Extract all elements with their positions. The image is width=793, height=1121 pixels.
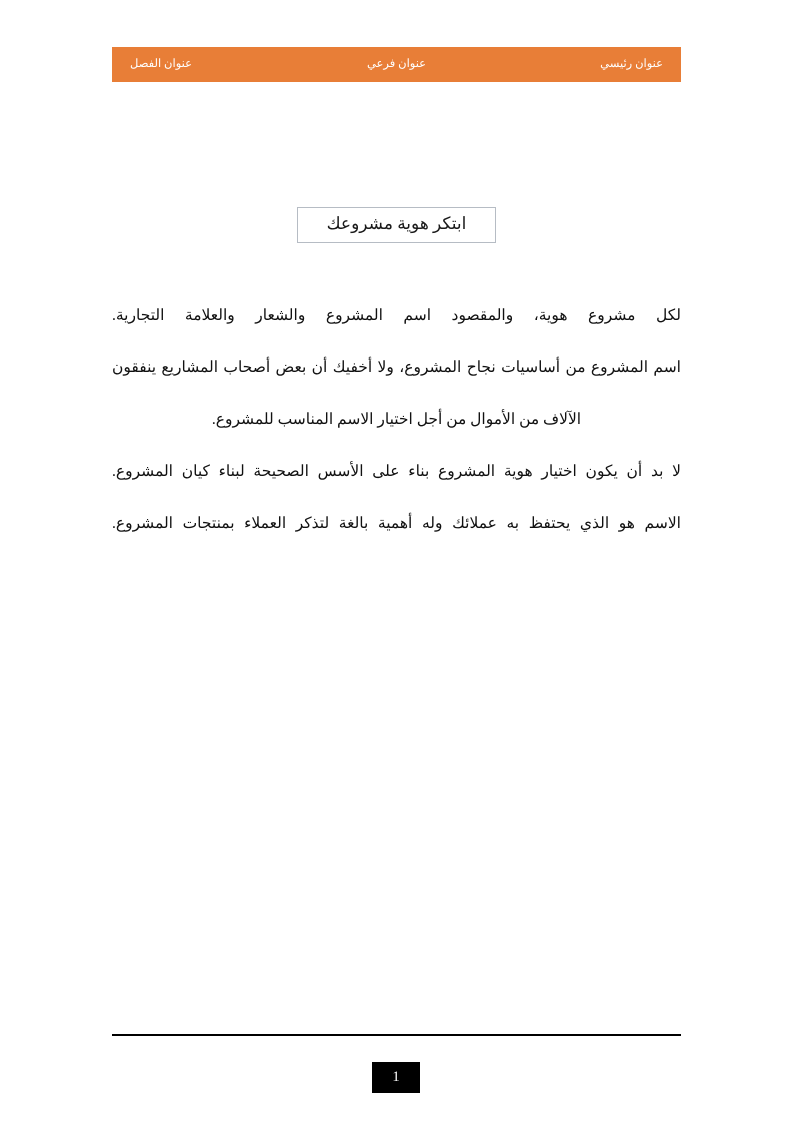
header-sub-title: عنوان فرعي (366, 57, 427, 70)
section-heading-box (297, 207, 496, 243)
body-paragraph: لا بد أن يكون اختيار هوية المشروع بناء على الأسس الصحيحة لبناء كيان المشروع. (112, 463, 681, 480)
header-main-title: عنوان رئيسي (600, 57, 663, 70)
section-heading-text: ابتكر هوية مشروعك (326, 214, 467, 233)
header-chapter-title: عنوان الفصل (129, 57, 192, 70)
page-header-band (112, 47, 681, 82)
page-number-badge (372, 1062, 420, 1093)
body-paragraph: لكل مشروع هوية، والمقصود اسم المشروع والشعار والعلامة التجارية. (112, 307, 681, 324)
footer-divider (112, 1034, 681, 1036)
page-number-text: 1 (392, 1069, 400, 1085)
body-paragraph: اسم المشروع من أساسيات نجاح المشروع، ولا أخفيك أن بعض أصحاب المشاريع ينفقون الآلاف من الأموال من أجل اختيار الاسم المناسب للمشروع. (112, 359, 681, 428)
body-paragraph: الاسم هو الذي يحتفظ به عملائك وله أهمية بالغة لتذكر العملاء بمنتجات المشروع. (112, 515, 681, 532)
body-text-block (112, 290, 681, 550)
section-heading-container (0, 207, 793, 243)
